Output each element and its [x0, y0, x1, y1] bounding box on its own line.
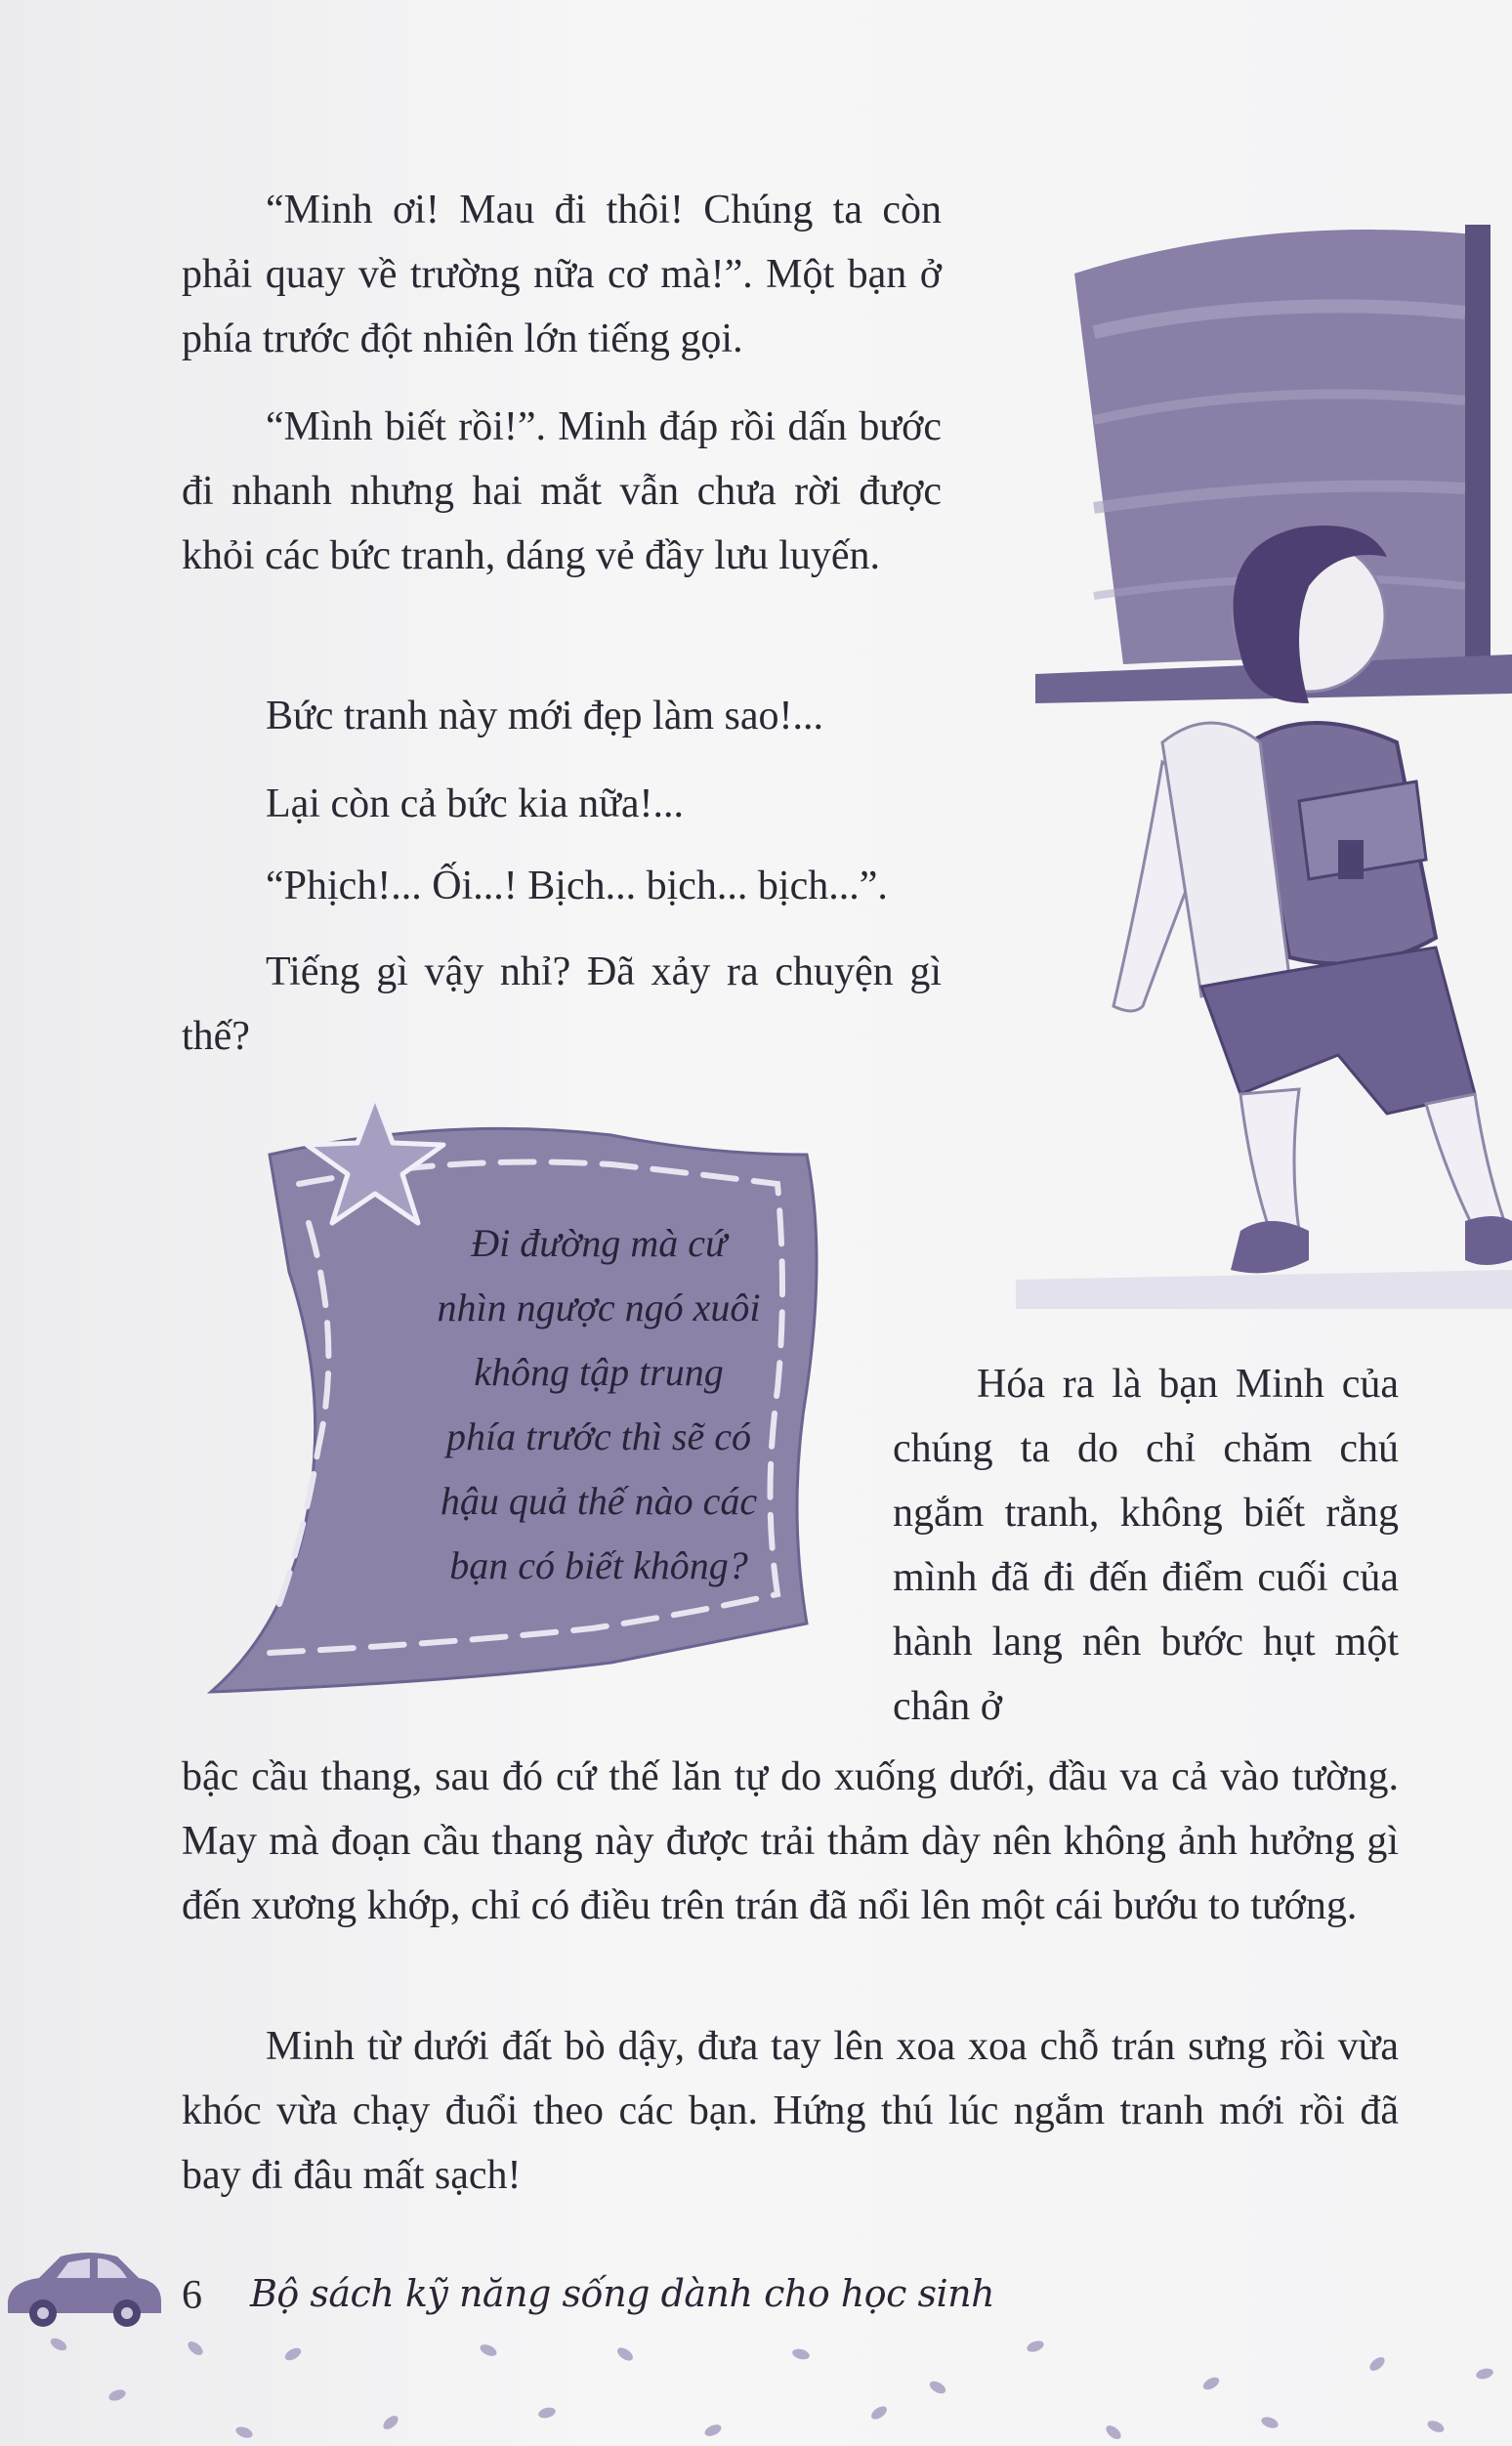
paragraph-1: “Minh ơi! Mau đi thôi! Chúng ta còn phải quay về trường nữa cơ mà!”. Một bạn ở phía trước đột nhiên lớn tiếng gọi.	[182, 188, 942, 361]
callout-text	[369, 1211, 828, 1598]
paragraph-9: Minh từ dưới đất bò dậy, đưa tay lên xoa xoa chỗ trán sưng rồi vừa khóc vừa chạy đuổi theo các bạn. Hứng thú lúc ngắm tranh mới rồi đã bay đi đâu mất sạch!	[182, 2024, 1399, 2198]
boy-shoe-right	[1465, 1216, 1512, 1265]
paragraph-3: Bức tranh này mới đẹp làm sao!...	[266, 694, 823, 738]
callout-line: hậu quả thế nào các	[440, 1479, 758, 1523]
paragraph-8: bậc cầu thang, sau đó cứ thế lăn tự do xuống dưới, đầu va cả vào tường. May mà đoạn cầu thang này được trải thảm dày nên không ảnh hưởng gì đến xương khớp, chỉ có điều trên trán đã nổi lên một cái bướu to tướng.	[182, 1754, 1399, 1928]
callout-line: phía trước thì sẽ có	[445, 1414, 751, 1458]
series-title: Bộ sách kỹ năng sống dành cho học sinh	[250, 2272, 995, 2315]
car-icon	[0, 2245, 166, 2333]
painting-frame	[1465, 225, 1491, 684]
callout-line: Đi đường mà cứ	[471, 1221, 727, 1265]
paragraph-5: “Phịch!... Ối...! Bịch... bịch... bịch...”.	[266, 864, 888, 908]
boy-shoe-left	[1231, 1221, 1309, 1273]
paragraph-2: “Mình biết rồi!”. Minh đáp rồi dấn bước đi nhanh nhưng hai mắt vẫn chưa rời được khỏi các bức tranh, dáng vẻ đầy lưu luyến.	[182, 404, 942, 578]
paragraph-6: Tiếng gì vậy nhỉ? Đã xảy ra chuyện gì thế?	[182, 949, 942, 1059]
callout-line: bạn có biết không?	[449, 1543, 748, 1587]
page-number: 6	[182, 2273, 202, 2318]
paragraph-4: Lại còn cả bức kia nữa!...	[266, 781, 684, 826]
boy-looking-at-painting-illustration	[1016, 195, 1512, 1309]
paragraph-7: Hóa ra là bạn Minh của chúng ta do chỉ chăm chú ngắm tranh, không biết rằng mình đã đi đến điểm cuối của hành lang nên bước hụt một chân ở	[893, 1362, 1399, 1729]
callout-line: không tập trung	[474, 1350, 724, 1394]
leaf-decoration-border	[0, 2325, 1512, 2446]
callout-line: nhìn ngược ngó xuôi	[437, 1286, 761, 1329]
